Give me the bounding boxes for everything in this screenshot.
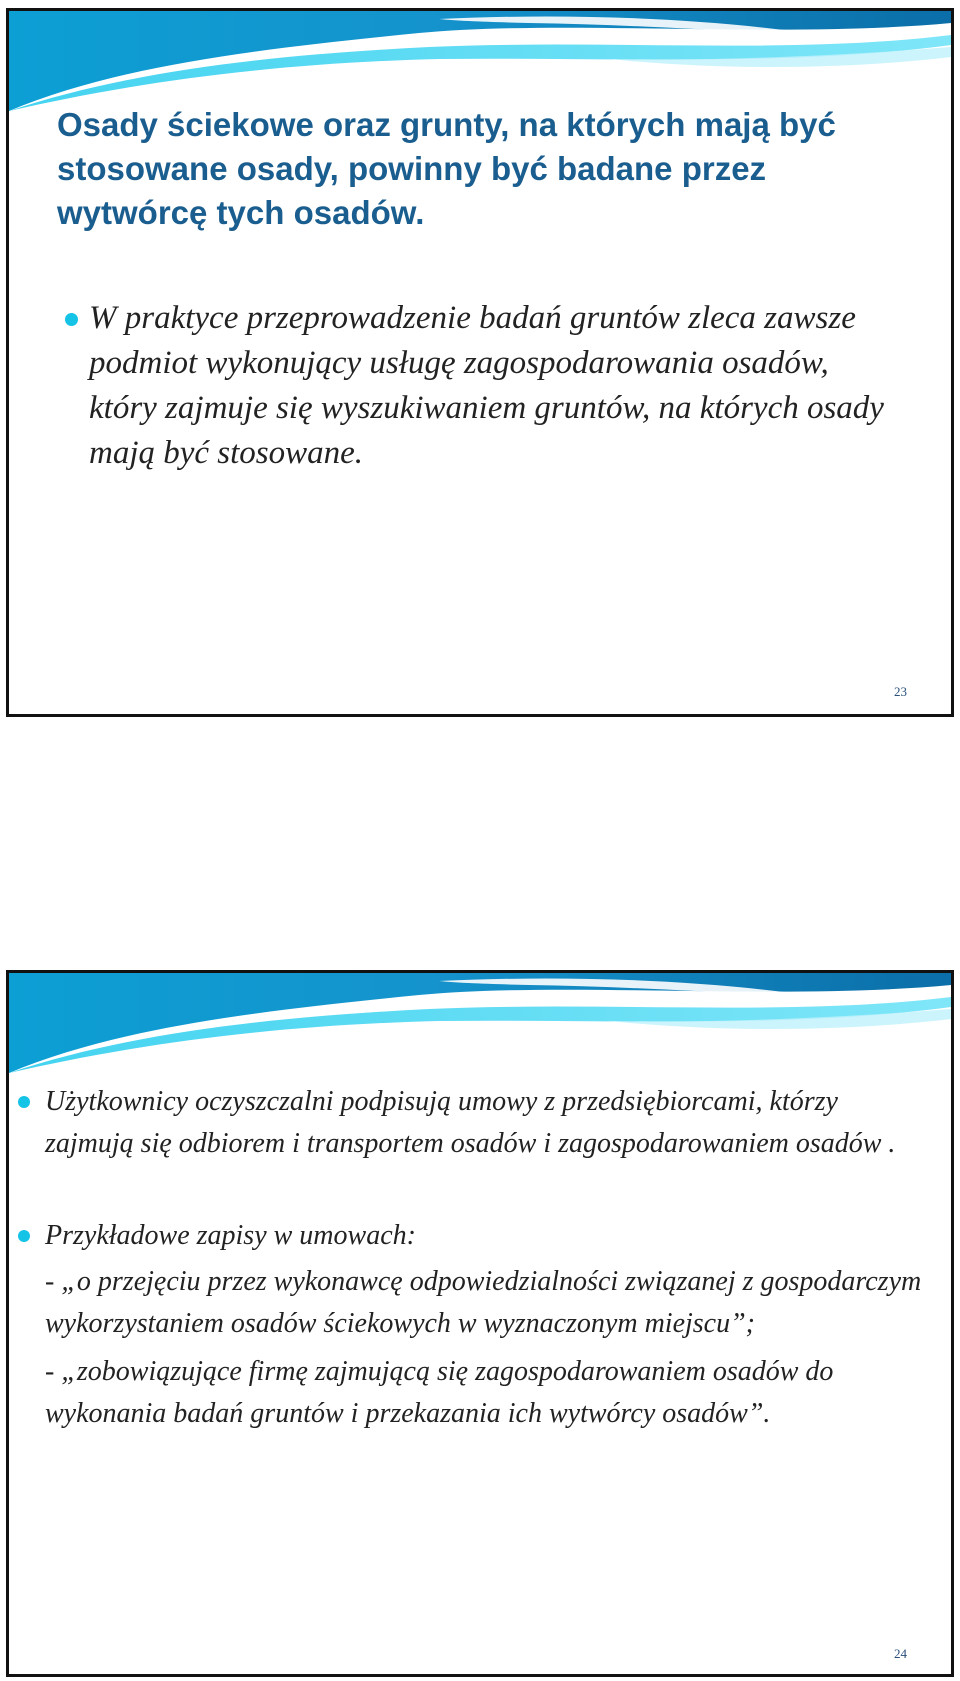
page-number: 23 (894, 684, 907, 699)
bullet-dot-icon (18, 1096, 30, 1108)
slide-23 (6, 8, 954, 717)
bullet-text: Przykładowe zapisy w umowach: (45, 1220, 416, 1251)
contract-quote: - „o przejęciu przez wykonawcę odpowiedzialności związanej z gospodarczym wykorzystaniem osadów ściekowych w wyznaczonym miejscu”; (45, 1266, 922, 1339)
bullet-text: Użytkownicy oczyszczalni podpisują umowy z przedsiębiorcami, którzy zajmują się odbiorem i transportem osadów i zagospodarowaniem osadów . (45, 1086, 896, 1159)
contract-quote: - „zobowiązujące firmę zajmującą się zagospodarowaniem osadów do wykonania badań gruntów i przekazania ich wytwórcy osadów”. (45, 1356, 834, 1429)
wave-header-decoration (9, 11, 951, 111)
bullet-dot-icon (65, 313, 78, 326)
bullet-text: W praktyce przeprowadzenie badań gruntów zleca zawsze podmiot wykonujący usługę zagospodarowania osadów, który zajmuje się wyszukiwaniem gruntów, na których osady mają być stosowane. (89, 300, 884, 471)
bullet-list (45, 1081, 925, 1435)
bullet-item (45, 1215, 925, 1435)
wave-header-decoration (9, 973, 951, 1073)
bullet-item (45, 1081, 925, 1165)
slide-title: Osady ściekowe oraz grunty, na których mają być stosowane osady, powinny być badane przez wytwórcę tych osadów. (57, 106, 836, 231)
slide-24 (6, 970, 954, 1677)
bullet-item (89, 296, 889, 476)
bullet-dot-icon (18, 1230, 30, 1242)
bullet-list (89, 296, 889, 476)
page-number: 24 (894, 1646, 907, 1661)
